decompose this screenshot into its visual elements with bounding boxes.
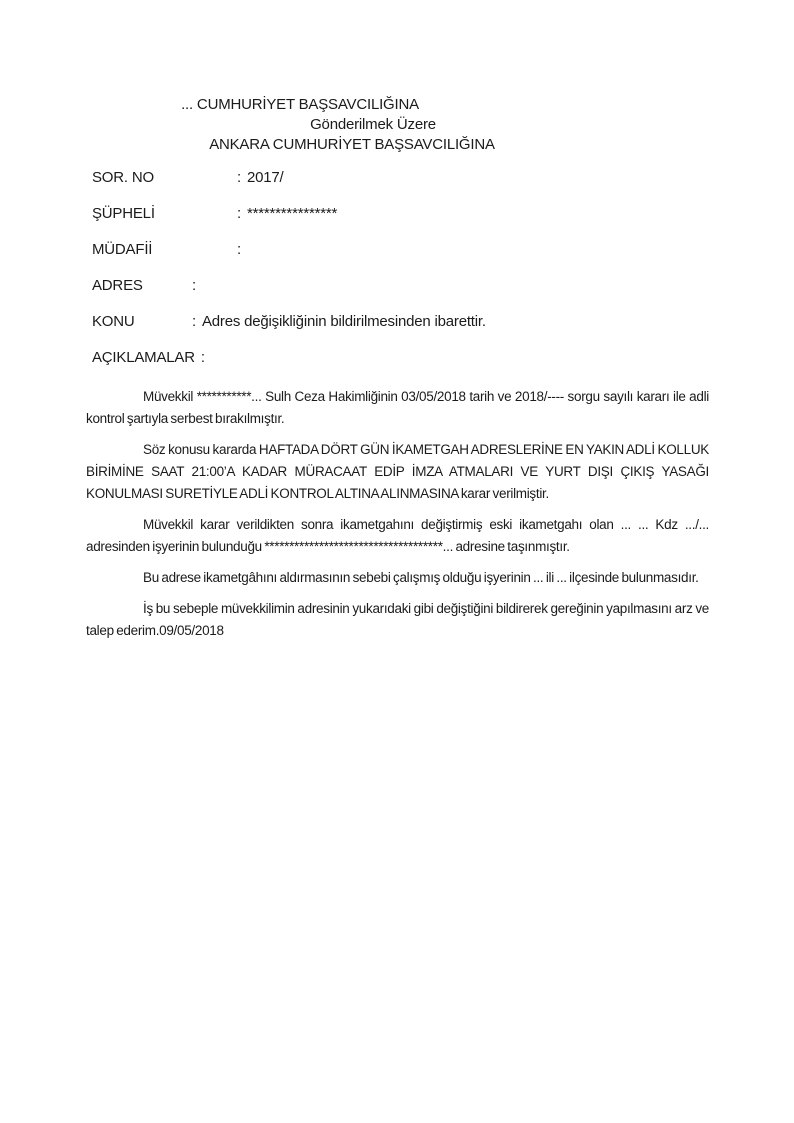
field-label-supheli: ŞÜPHELİ	[92, 205, 155, 222]
field-label-sor-no: SOR. NO	[92, 169, 154, 186]
field-label-adres: ADRES	[92, 277, 143, 294]
document-body	[86, 386, 709, 642]
field-value-supheli: ****************	[246, 205, 338, 222]
paragraph-1: Müvekkil ***********... Sulh Ceza Hakimliğinin 03/05/2018 tarih ve 2018/---- sorgu sayılı kararı ile adli kontrol şartıyla serbest bırakılmıştır.	[86, 389, 709, 426]
field-row-mudafii	[92, 242, 709, 257]
field-label-mudafii: MÜDAFİİ	[92, 241, 153, 258]
paragraph-4: Bu adrese ikametgâhını aldırmasının sebebi çalışmış olduğu işyerinin ... ili ... ilçesinde bulunmasıdır.	[143, 570, 699, 585]
field-colon-aciklamalar: :	[200, 349, 205, 366]
field-row-aciklamalar	[92, 350, 709, 365]
field-row-supheli	[92, 206, 709, 221]
field-colon-konu: :	[192, 313, 196, 330]
header-line-2: Gönderilmek Üzere	[310, 116, 436, 133]
header-line-3: ANKARA CUMHURİYET BAŞSAVCILIĞINA	[209, 136, 495, 153]
paragraph-5: İş bu sebeple müvekkilimin adresinin yukarıdaki gibi değiştiğini bildirerek gereğinin yapılmasını arz ve talep ederim.09/05/2018	[86, 601, 709, 638]
field-colon-sor-no: :	[237, 169, 241, 186]
field-list	[86, 170, 709, 365]
field-colon-mudafii: :	[237, 241, 241, 258]
header-line-1: ... CUMHURİYET BAŞSAVCILIĞINA	[181, 96, 419, 113]
field-colon-adres: :	[192, 277, 196, 294]
paragraph-3: Müvekkil karar verildikten sonra ikametgahını değiştirmiş eski ikametgahı olan ... ... Kdz .../... adresinden işyerinin bulunduğu ************************************... adresine taşınmıştır.	[86, 517, 709, 554]
document-content	[86, 0, 709, 651]
field-colon-supheli: :	[237, 205, 241, 222]
paragraph-2: Söz konusu kararda HAFTADA DÖRT GÜN İKAMETGAH ADRESLERİNE EN YAKIN ADLİ KOLLUK BİRİMİNE SAAT 21:00’A KADAR MÜRACAAT EDİP İMZA ATMALARI VE YURT DIŞI ÇIKIŞ YASAĞI KONULMASI SURETİYLE ADLİ KONTROL ALTINA ALINMASINA karar verilmiştir.	[86, 442, 709, 501]
field-label-konu: KONU	[92, 313, 135, 330]
field-row-sor-no	[92, 170, 709, 185]
field-row-konu	[92, 314, 709, 329]
field-label-aciklamalar: AÇIKLAMALAR	[92, 349, 195, 366]
field-value-konu: Adres değişikliğinin bildirilmesinden ibarettir.	[201, 313, 486, 330]
field-row-adres	[92, 278, 709, 293]
field-value-sor-no: 2017/	[246, 169, 284, 186]
